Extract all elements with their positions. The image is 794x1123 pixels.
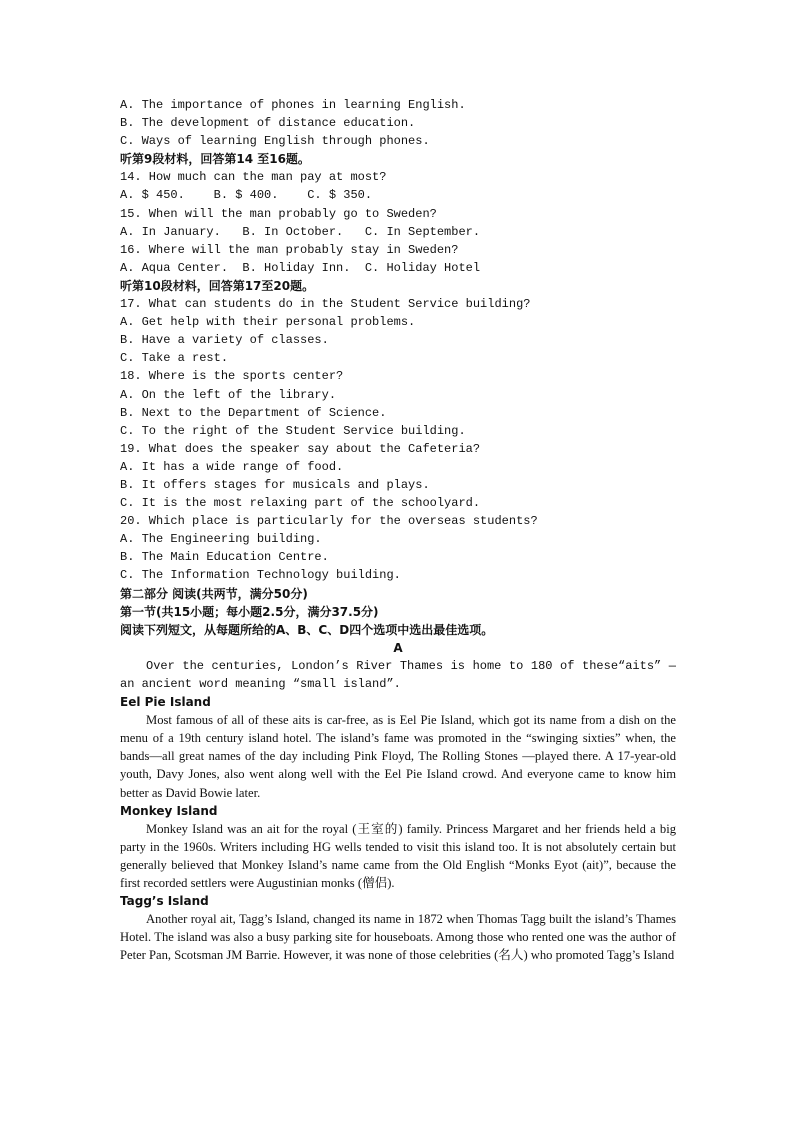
q17-question: 17. What can students do in the Student Service building? — [120, 297, 531, 312]
monkey-island-title: Monkey Island — [120, 803, 218, 818]
q17-option-a: A. Get help with their personal problems. — [120, 315, 416, 330]
q17-option-b: B. Have a variety of classes. — [120, 333, 329, 348]
eel-pie-island-title: Eel Pie Island — [120, 695, 211, 710]
q18-question: 18. Where is the sports center? — [120, 369, 344, 384]
q14-options: A. $ 450. B. $ 400. C. $ 350. — [120, 188, 373, 203]
section9-heading: 听第9段材料，回答第14 至16题。 — [120, 152, 310, 167]
q19-question: 19. What does the speaker say about the Cafeteria? — [120, 441, 481, 456]
q14-question: 14. How much can the man pay at most? — [120, 170, 387, 185]
q20-question: 20. Which place is particularly for the overseas students? — [120, 514, 538, 529]
q20-option-b: B. The Main Education Centre. — [120, 550, 329, 565]
monkey-island-text: Monkey Island was an ait for the royal (王室的) family. Princess Margaret and her friends held a big party in the 1960s. Writers including HG wells tended to visit this island too. It is not absolutely certain but generally believed that Monkey Island’s name came from the Old English “Monks Eyot (ait)”, because the first recorded settlers were Augustinian monks (僧侣). — [120, 821, 676, 891]
q16-options: A. Aqua Center. B. Holiday Inn. C. Holiday Hotel — [120, 260, 481, 275]
q20-option-a: A. The Engineering building. — [120, 532, 322, 547]
reading-section-heading: 第一节(共15小题；每小题2.5分，满分37.5分) — [120, 604, 379, 619]
passage-label: A — [393, 640, 403, 655]
q18-option-c: C. To the right of the Student Service building. — [120, 423, 466, 438]
q18-option-b: B. Next to the Department of Science. — [120, 405, 387, 420]
q19-option-b: B. It offers stages for musicals and plays. — [120, 477, 430, 492]
q18-option-a: A. On the left of the library. — [120, 387, 337, 402]
taggs-island-title: Tagg’s Island — [120, 894, 209, 909]
eel-pie-island-text: Most famous of all of these aits is car-free, as is Eel Pie Island, which got its name from a dish on the menu of a 19th century island hotel. The island’s fame was promoted in the “swinging sixties” when, the bands—all great names of the day including Pink Floyd, The Rolling Stones —played there. A 17-year-old youth, Davy Jones, also went along well with the Eel Pie Island crowd. And everyone came to know him better as David Bowie later. — [120, 713, 676, 800]
reading-instruction: 阅读下列短文，从每题所给的A、B、C、D四个选项中选出最佳选项。 — [120, 622, 494, 637]
q15-options: A. In January. B. In October. C. In September. — [120, 224, 481, 239]
q13-option-b: B. The development of distance education. — [120, 116, 416, 131]
q17-option-c: C. Take a rest. — [120, 351, 229, 366]
document-page — [120, 96, 676, 965]
q19-option-a: A. It has a wide range of food. — [120, 459, 344, 474]
q20-option-c: C. The Information Technology building. — [120, 568, 401, 583]
q13-option-a: A. The importance of phones in learning English. — [120, 98, 466, 112]
q15-question: 15. When will the man probably go to Sweden? — [120, 206, 437, 221]
q19-option-c: C. It is the most relaxing part of the schoolyard. — [120, 496, 481, 511]
q13-option-c: C. Ways of learning English through phones. — [120, 134, 430, 149]
reading-part-heading: 第二部分 阅读(共两节，满分50分) — [120, 586, 308, 601]
taggs-island-text: Another royal ait, Tagg’s Island, changed its name in 1872 when Thomas Tagg built the island’s Thames Hotel. The island was also a busy parking site for houseboats. Among those who rented one was the author of Peter Pan, Scotsman JM Barrie. However, it was none of those celebrities (名人) who promoted Tagg’s Island — [120, 912, 676, 963]
passage-intro: Over the centuries, London’s River Thames is home to 180 of these“aits” —an ancient word meaning “small island”. — [120, 658, 676, 691]
section10-heading: 听第10段材料，回答第17至20题。 — [120, 278, 315, 293]
q16-question: 16. Where will the man probably stay in Sweden? — [120, 242, 459, 257]
